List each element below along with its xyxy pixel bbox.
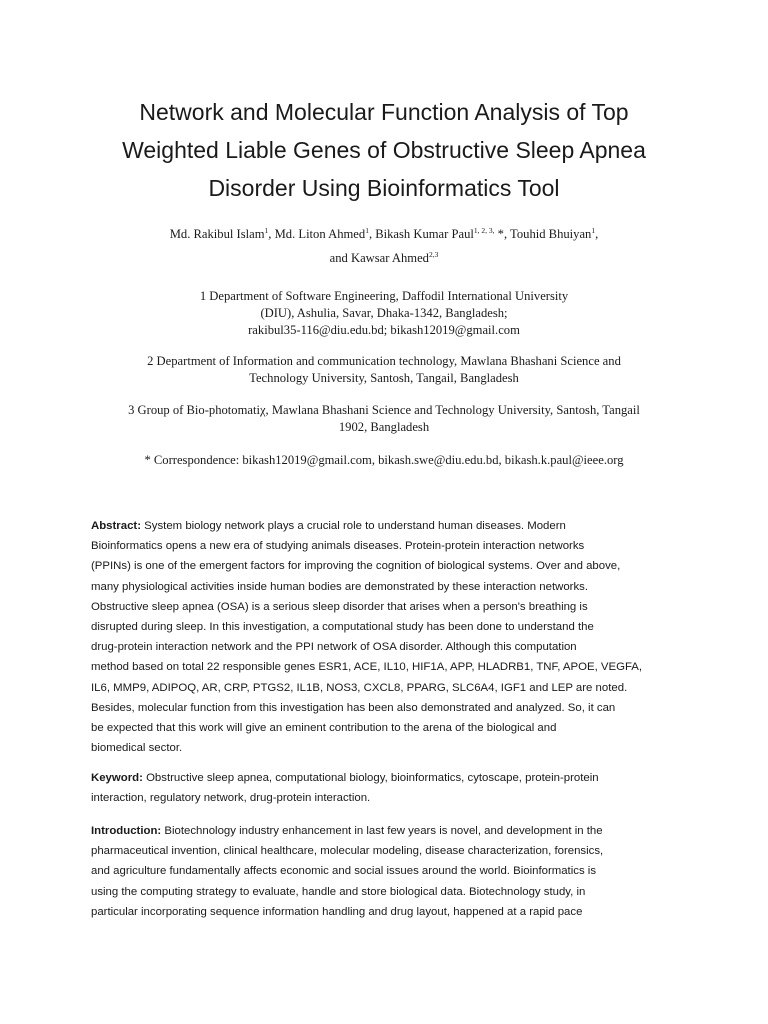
affiliation-2 (60, 353, 708, 387)
title-line: Network and Molecular Function Analysis of Top (139, 99, 629, 125)
author-name: Kawsar Ahmed (350, 251, 429, 265)
abstract-text: System biology network plays a crucial role to understand human diseases. Modern (141, 520, 566, 532)
abstract-line: Besides, molecular function from this investigation has been also demonstrated and analyzed. So, it can (91, 701, 616, 714)
author-name: Bikash Kumar Paul (375, 227, 474, 241)
author-separator: , (595, 227, 599, 241)
affiliation-line: Technology University, Santosh, Tangail, Bangladesh (249, 371, 519, 385)
author-name: Md. Rakibul Islam (169, 227, 265, 241)
introduction-section (91, 821, 691, 922)
abstract-label: Abstract: (91, 520, 142, 532)
corresponding-author-mark: *, (494, 227, 511, 241)
introduction-line: particular incorporating sequence information handling and drug layout, happened at a rapid pace (91, 905, 583, 918)
title-line: Weighted Liable Genes of Obstructive Sleep Apnea (122, 137, 646, 163)
affiliation-line: 1902, Bangladesh (338, 420, 430, 434)
keyword-line (91, 768, 691, 788)
affiliation-3 (60, 402, 708, 436)
introduction-line: using the computing strategy to evaluate, handle and store biological data. Biotechnology study, in (91, 885, 586, 898)
introduction-label: Introduction: (91, 825, 162, 837)
introduction-line (91, 821, 691, 841)
abstract-line: many physiological activities inside human bodies are demonstrated by these interaction networks. (91, 580, 589, 593)
author-affiliation-mark: 1 (365, 226, 369, 235)
paper-title (60, 93, 708, 207)
correspondence: * Correspondence: bikash12019@gmail.com, bikash.swe@diu.edu.bd, bikash.k.paul@ieee.org (144, 453, 624, 467)
author-affiliation-mark: 1 (264, 226, 269, 235)
abstract-line: drug-protein interaction network and the PPI network of OSA disorder. Although this computation (91, 641, 577, 654)
author-name: Touhid Bhuiyan (510, 227, 592, 241)
abstract-line: biomedical sector. (91, 742, 183, 755)
introduction-line: pharmaceutical invention, clinical healthcare, molecular modeling, disease characterization, forensics, (91, 845, 604, 858)
affiliation-emails: rakibul35-116@diu.edu.bd; bikash12019@gmail.com (248, 323, 520, 337)
introduction-line: and agriculture fundamentally affects economic and social issues around the world. Bioinformatics is (91, 865, 597, 878)
introduction-text: Biotechnology industry enhancement in last few years is novel, and development in the (161, 825, 603, 837)
author-affiliation-mark: 1, 2, 3, (473, 226, 495, 235)
affiliation-1 (60, 288, 708, 339)
abstract-line: method based on total 22 responsible genes ESR1, ACE, IL10, HIF1A, APP, HLADRB1, TNF, APOE, VEGFA, (91, 661, 643, 674)
abstract-line: (PPINs) is one of the emergent factors for improving the cognition of biological systems. Over and above, (91, 560, 621, 573)
abstract-line: disrupted during sleep. In this investigation, a computational study has been done to understand the (91, 621, 594, 634)
abstract-line: be expected that this work will give an eminent contribution to the arena of the biological and (91, 722, 557, 735)
keyword-section (91, 768, 691, 808)
affiliation-line: 1 Department of Software Engineering, Daffodil International University (199, 289, 569, 303)
keyword-label: Keyword: (91, 772, 143, 784)
abstract-line (91, 516, 691, 536)
abstract-line: Obstructive sleep apnea (OSA) is a serious sleep disorder that arises when a person's breathing is (91, 600, 588, 613)
abstract-section (91, 516, 691, 758)
author-affiliation-mark: 2,3 (428, 250, 439, 259)
author-list-continued (60, 250, 708, 267)
keyword-text: Obstructive sleep apnea, computational biology, bioinformatics, cytoscape, protein-protein (142, 772, 599, 784)
affiliation-line: 3 Group of Bio-photomatiχ, Mawlana Bhashani Science and Technology University, Santosh, Tangail (128, 403, 640, 417)
abstract-line: Bioinformatics opens a new era of studying animals diseases. Protein-protein interaction networks (91, 540, 585, 553)
author-separator: , (368, 227, 376, 241)
author-separator: , (268, 227, 275, 241)
title-line: Disorder Using Bioinformatics Tool (208, 175, 560, 201)
affiliation-line: (DIU), Ashulia, Savar, Dhaka-1342, Bangladesh; (260, 306, 508, 320)
author-affiliation-mark: 1 (591, 226, 596, 235)
author-name: Md. Liton Ahmed (274, 227, 366, 241)
abstract-line: IL6, MMP9, ADIPOQ, AR, CRP, PTGS2, IL1B, NOS3, CXCL8, PPARG, SLC6A4, IGF1 and LEP are noted. (91, 681, 628, 694)
author-separator: and (329, 251, 351, 265)
affiliation-line: 2 Department of Information and communication technology, Mawlana Bhashani Science and (147, 354, 621, 368)
author-list (60, 226, 708, 243)
keyword-line: interaction, regulatory network, drug-protein interaction. (91, 792, 371, 805)
